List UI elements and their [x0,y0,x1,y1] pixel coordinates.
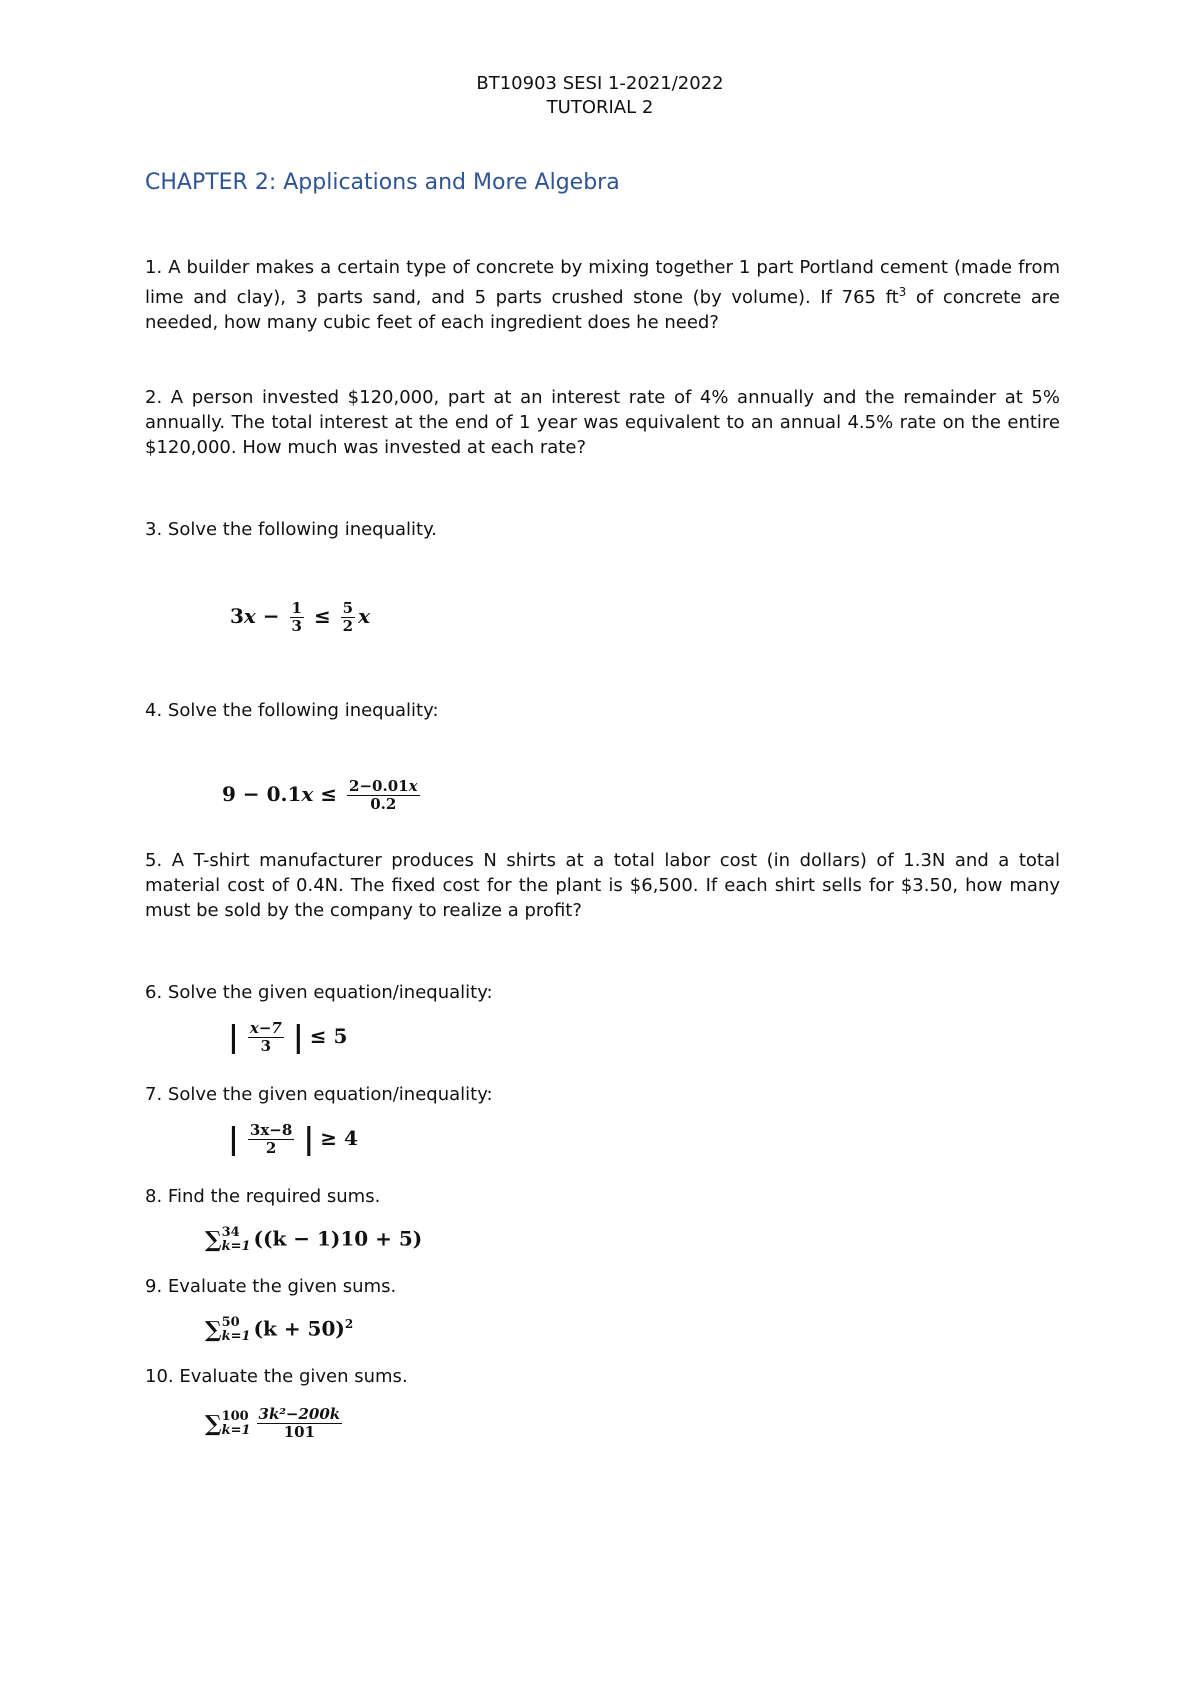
chapter-title: CHAPTER 2: Applications and More Algebra [145,170,620,195]
sigma-symbol: ∑ [205,1410,222,1437]
inequality-6: | $\frac{x-7}{3}$ | ≤ 5 [228,1019,348,1055]
question-7: 7. Solve the given equation/inequality: [145,1084,493,1105]
question-9: 9. Evaluate the given sums. [145,1276,397,1297]
question-5: 5. A T-shirt manufacturer produces N shirts at a total labor cost (in dollars) of 1.3N and a total material cost of 0.4N. The fixed cost for the plant is $6,500. If each shirt sells for $3.50, how many must be sold by the company to realize a profit? [145,850,1060,921]
fraction: $\frac{1}{3}$ [291,599,302,635]
header-tutorial: TUTORIAL 2 [546,97,654,118]
fraction: $\frac{x-7}{3}$ [249,1019,282,1055]
inequality-3: 3x − $\frac{1}{3}$ ≤ $\frac{5}{2}$ x [230,599,371,635]
question-1: 1. A builder makes a certain type of concrete by mixing together 1 part Portland cement (made from lime and clay), 3 parts sand, and 5 parts crushed stone (by volume). If 765 $ft^3$ of concrete are needed, how many cubic feet of each ingredient does he need? [145,257,1060,333]
superscript: 3 [898,285,907,299]
inequality-4: 9 − 0.1x ≤ $\frac{2-0.01x}{0.2}$ [222,777,418,813]
fraction: $\frac{2-0.01x}{0.2}$ [349,777,418,813]
question-2: 2. A person invested $120,000, part at an interest rate of 4% annually and the remainder at 5% annually. The total interest at the end of 1 year was equivalent to an annual 4.5% rate on the entire $120,000. How much was invested at each rate? [145,387,1060,458]
fraction: $\frac{3x-8}{2}$ [249,1121,293,1157]
question-6: 6. Solve the given equation/inequality: [145,982,493,1003]
fraction: $\frac{5}{2}$ [342,599,354,635]
inequality-7: | $\frac{3x-8}{2}$ | ≥ 4 [228,1121,358,1157]
sum-limits: 100 k=1 [221,1408,251,1438]
sum-8: ∑ 34 k=1 ((k − 1)10 + 5) [205,1225,423,1254]
sum-9: ∑ 50 k=1 $(k + 50)^2$ [205,1315,354,1344]
question-10: 10. Evaluate the given sums. [145,1366,408,1387]
question-3: 3. Solve the following inequality. [145,519,437,540]
sum-limits: 50 k=1 [221,1315,251,1344]
fraction: $\frac{\text{3k²−200k}}{101}$ [258,1405,341,1441]
sigma-symbol: ∑ [205,1317,222,1343]
sigma-symbol: ∑ [205,1227,222,1253]
question-8: 8. Find the required sums. [145,1186,381,1207]
header-course-code: BT10903 SESI 1-2021/2022 [476,73,724,94]
sum-10 [205,1406,345,1441]
question-4: 4. Solve the following inequality: [145,700,439,721]
sum-limits: 34 k=1 [221,1225,251,1254]
